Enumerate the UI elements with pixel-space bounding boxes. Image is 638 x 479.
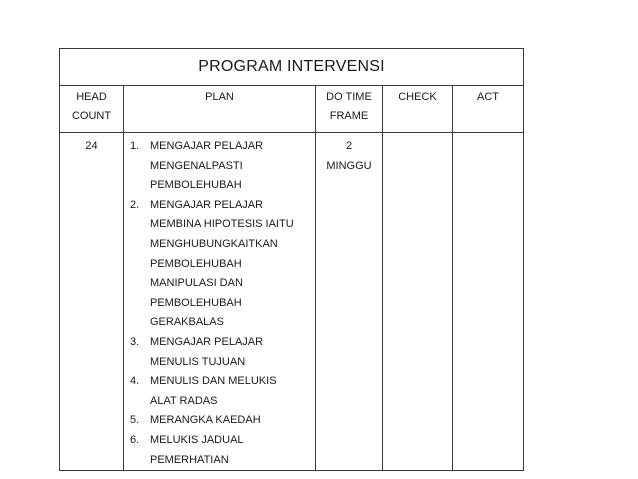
plan-item bbox=[124, 333, 315, 372]
time-frame-value: 2 bbox=[345, 140, 353, 152]
plan-item-line: MENULIS DAN MELUKIS bbox=[150, 375, 277, 388]
header-head-count-line-1: HEAD bbox=[76, 91, 107, 103]
plan-item-line: MANIPULASI DAN bbox=[150, 277, 243, 290]
header-head-count-line-2: COUNT bbox=[71, 110, 112, 122]
check-cell bbox=[383, 133, 453, 471]
plan-item-text bbox=[150, 333, 315, 372]
plan-item-line: ALAT RADAS bbox=[150, 394, 218, 407]
plan-item-line: PEMERHATIAN bbox=[150, 453, 229, 466]
plan-item bbox=[124, 372, 315, 411]
time-frame-unit: MINGGU bbox=[326, 159, 372, 172]
header-plan: PLAN bbox=[124, 86, 316, 133]
plan-item bbox=[124, 137, 315, 196]
plan-item-text bbox=[150, 196, 315, 333]
plan-item-line: MENGAJAR PELAJAR bbox=[150, 198, 264, 211]
header-do-time-frame-line-1: DO TIME bbox=[326, 91, 372, 103]
header-act: ACT bbox=[453, 86, 524, 133]
plan-item bbox=[124, 411, 315, 431]
plan-item-line: MERANGKA KAEDAH bbox=[150, 414, 261, 427]
time-frame-cell bbox=[316, 133, 383, 471]
plan-item-line: MENGAJAR PELAJAR bbox=[150, 335, 264, 348]
plan-list bbox=[124, 133, 315, 470]
plan-item-text bbox=[150, 372, 315, 411]
act-cell bbox=[453, 133, 524, 471]
plan-item-line: PEMBOLEHUBAH bbox=[150, 296, 242, 309]
plan-item-line: MELUKIS JADUAL bbox=[150, 433, 244, 446]
header-head-count bbox=[60, 86, 124, 133]
plan-item-number: 5. bbox=[130, 414, 140, 427]
plan-item-number: 6. bbox=[130, 433, 140, 446]
plan-item-text bbox=[150, 137, 315, 196]
plan-item-line: PEMBOLEHUBAH bbox=[150, 179, 242, 192]
plan-item-line: PEMBOLEHUBAH bbox=[150, 257, 242, 270]
table-row bbox=[60, 133, 524, 471]
plan-cell bbox=[124, 133, 316, 471]
header-do-time-frame bbox=[316, 86, 383, 133]
head-count-cell: 24 bbox=[60, 133, 124, 471]
plan-item bbox=[124, 196, 315, 333]
plan-item-line: GERAKBALAS bbox=[150, 316, 224, 329]
plan-item-number: 4. bbox=[130, 375, 140, 388]
plan-item-line: MENGENALPASTI bbox=[150, 159, 243, 172]
plan-item-number: 2. bbox=[130, 198, 140, 211]
plan-item-number: 1. bbox=[130, 140, 140, 152]
plan-item-line: MENULIS TUJUAN bbox=[150, 355, 246, 368]
plan-item-number: 3. bbox=[130, 335, 140, 348]
table-title: PROGRAM INTERVENSI bbox=[60, 49, 524, 86]
plan-item-line: MEMBINA HIPOTESIS IAITU bbox=[150, 218, 294, 231]
plan-item bbox=[124, 431, 315, 470]
header-check: CHECK bbox=[383, 86, 453, 133]
plan-item-text bbox=[150, 411, 315, 431]
intervention-table bbox=[59, 48, 524, 471]
header-do-time-frame-line-2: FRAME bbox=[329, 110, 369, 122]
plan-item-line: MENGHUBUNGKAITKAN bbox=[150, 237, 278, 250]
plan-item-line: MENGAJAR PELAJAR bbox=[150, 140, 264, 152]
plan-item-text bbox=[150, 431, 315, 470]
